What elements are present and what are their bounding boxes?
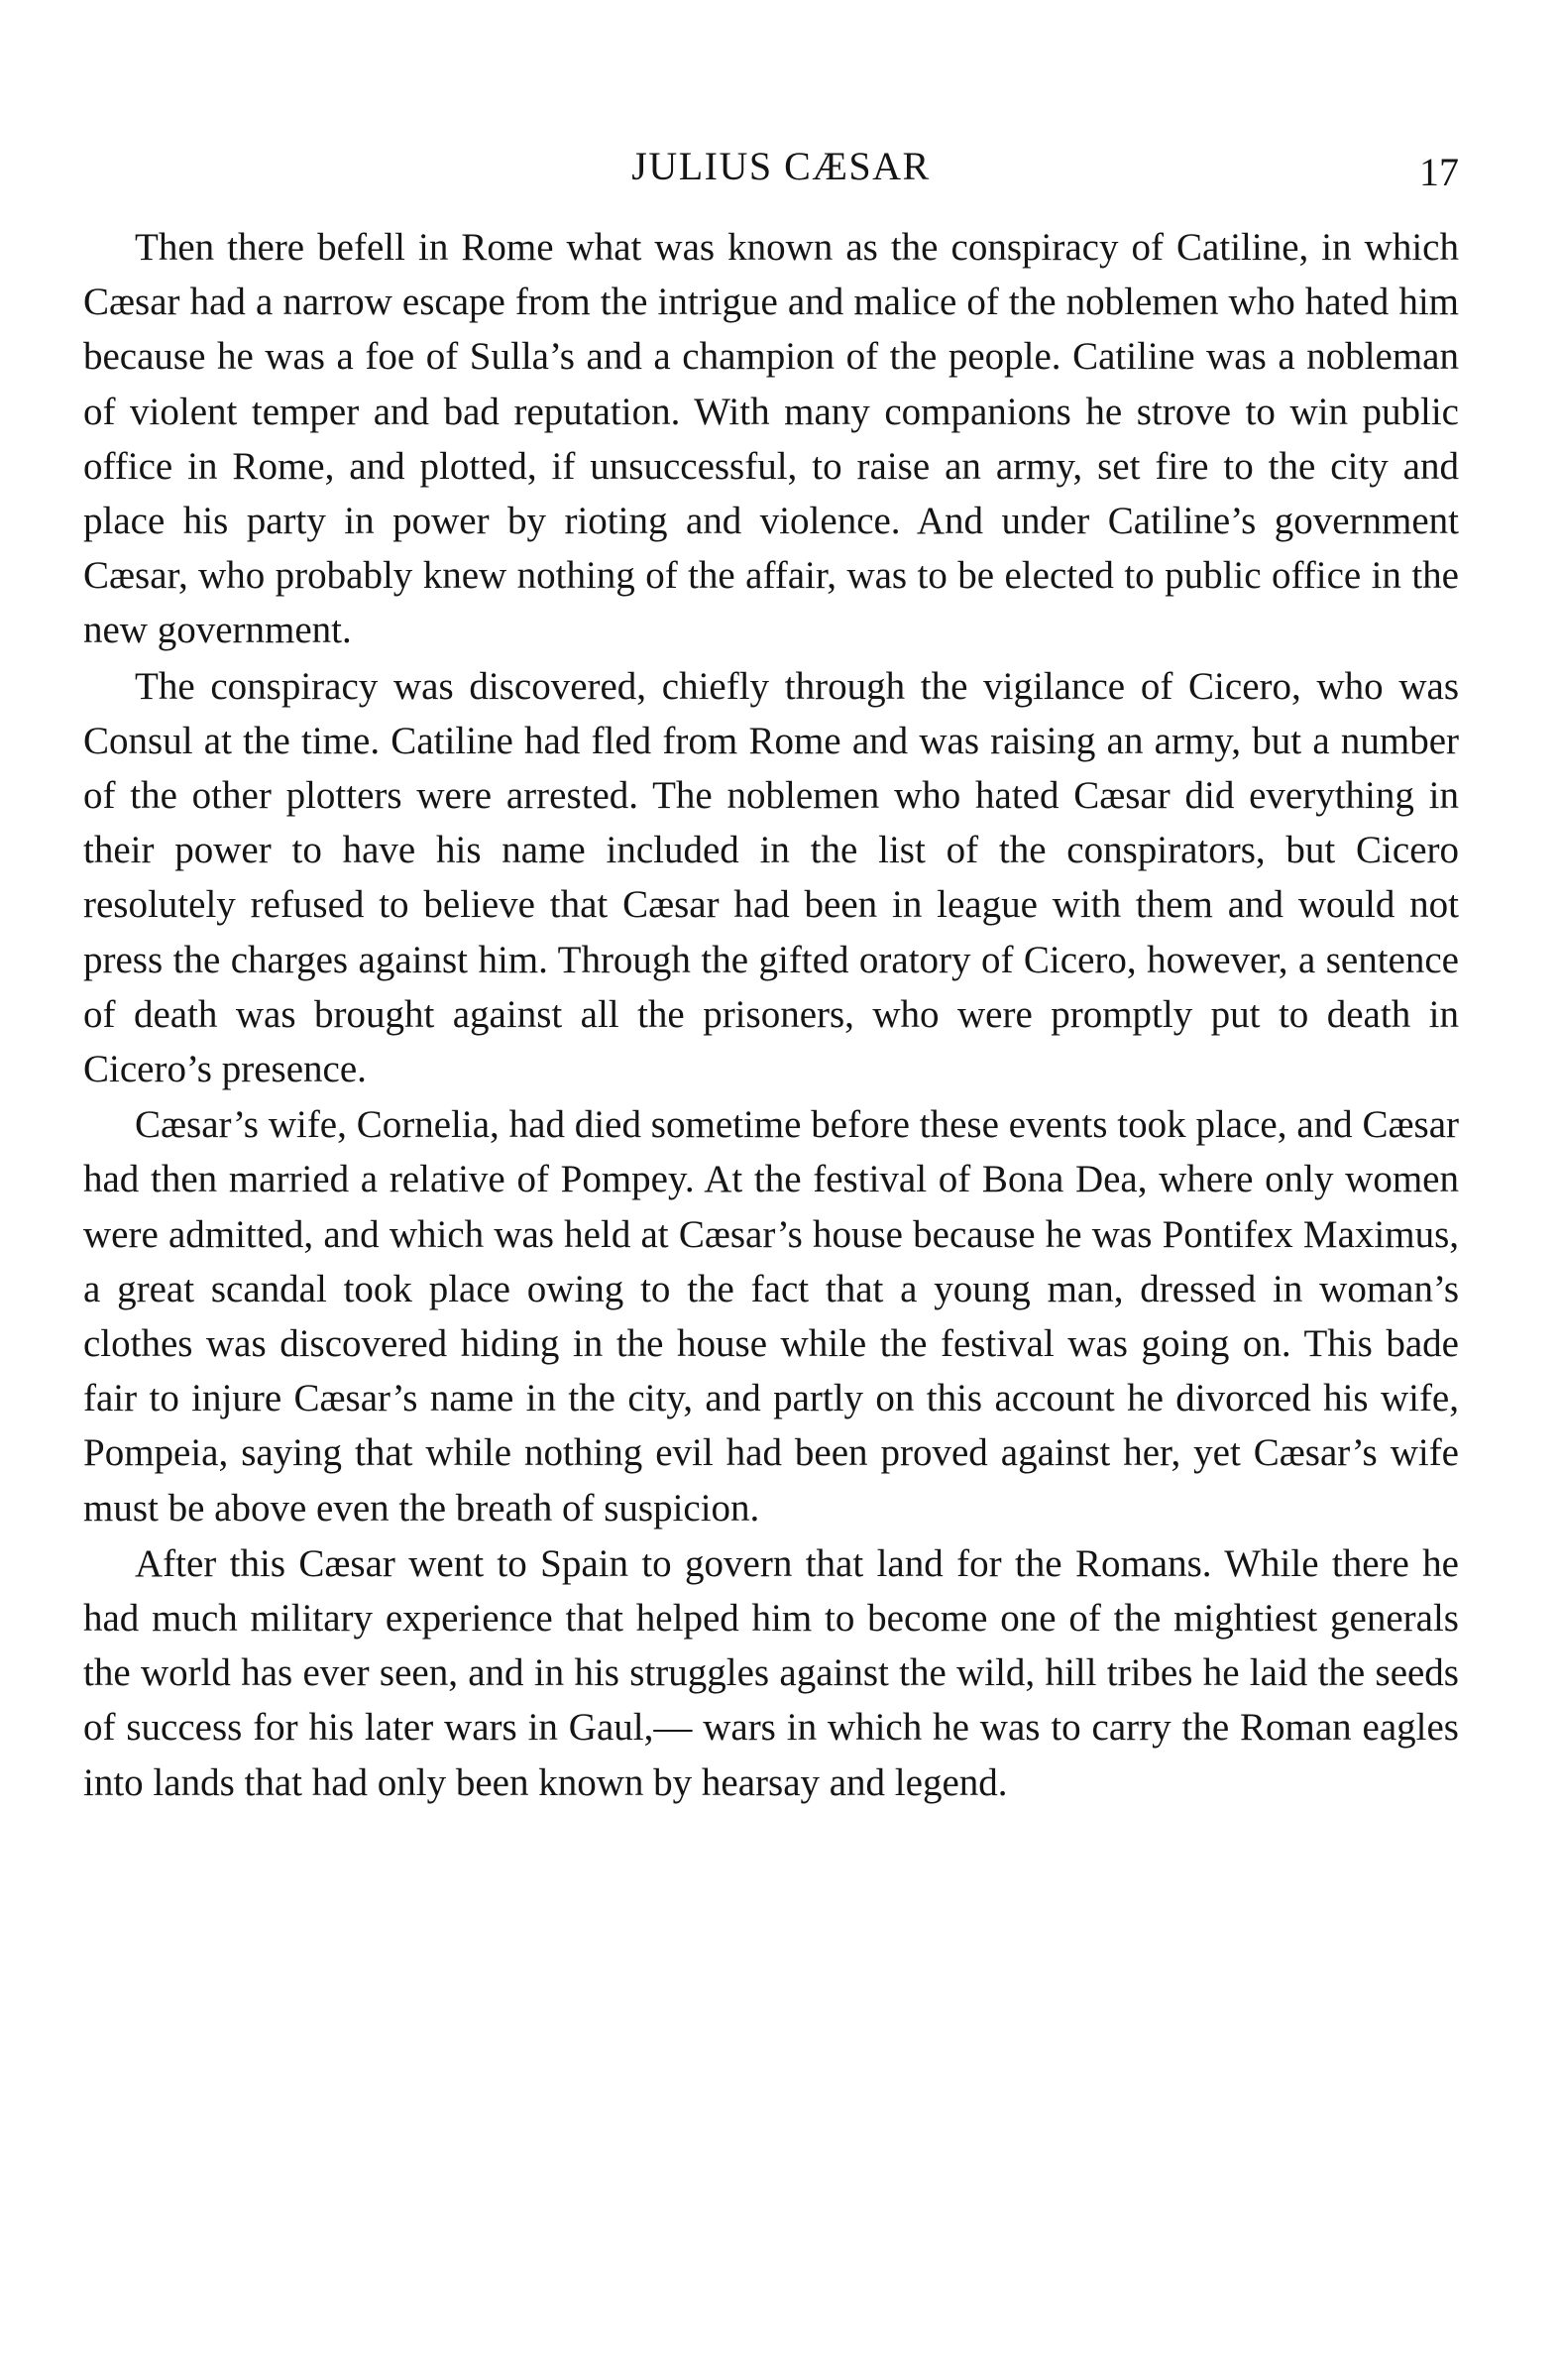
page-title: JULIUS CÆSAR	[631, 144, 931, 188]
paragraph-spain-governorship: After this Cæsar went to Spain to govern that land for the Romans. While there he had much military experience that helped him to become one of the mightiest generals the world has ever seen, and in his struggles against the wild, hill tribes he laid the seeds of success for his later wars in Gaul,— wars in which he was to carry the Roman eagles into lands that had only been known by hearsay and legend.	[83, 1541, 1459, 1804]
running-head	[0, 137, 1562, 196]
page-number: 17	[1419, 150, 1459, 194]
paragraph-catiline-conspiracy: Then there befell in Rome what was known as the conspiracy of Catiline, in which Cæsar had a narrow escape from the intrigue and malice of the noblemen who hated him because he was a foe of Sulla’s and a champion of the people. Catiline was a nobleman of violent temper and bad reputation. With many companions he strove to win public office in Rome, and plotted, if unsuccessful, to raise an army, set fire to the city and place his party in power by rioting and violence. And under Catiline’s government Cæsar, who probably knew nothing of the affair, was to be elected to public office in the new government.	[83, 226, 1459, 652]
paragraph-bona-dea-scandal: Cæsar’s wife, Cornelia, had died sometime before these events took place, and Cæsar had then married a relative of Pompey. At the festival of Bona Dea, where only women were admitted, and which was held at Cæsar’s house because he was Pontifex Maximus, a great scandal took place owing to the fact that a young man, dressed in woman’s clothes was discovered hiding in the house while the festival was going on. This bade fair to injure Cæsar’s name in the city, and partly on this account he divorced his wife, Pompeia, saying that while nothing evil had been proved against her, yet Cæsar’s wife must be above even the breath of suspicion.	[83, 1103, 1459, 1530]
body-text	[83, 220, 1459, 1811]
paragraph-conspiracy-discovered: The conspiracy was discovered, chiefly through the vigilance of Cicero, who was Consul at the time. Catiline had fled from Rome and was raising an army, but a number of the other plotters were arrested. The noblemen who hated Cæsar did everything in their power to have his name included in the list of the conspirators, but Cicero resolutely refused to believe that Cæsar had been in league with them and would not press the charges against him. Through the gifted oratory of Cicero, however, a sentence of death was brought against all the prisoners, who were promptly put to death in Cicero’s presence.	[83, 664, 1459, 1091]
